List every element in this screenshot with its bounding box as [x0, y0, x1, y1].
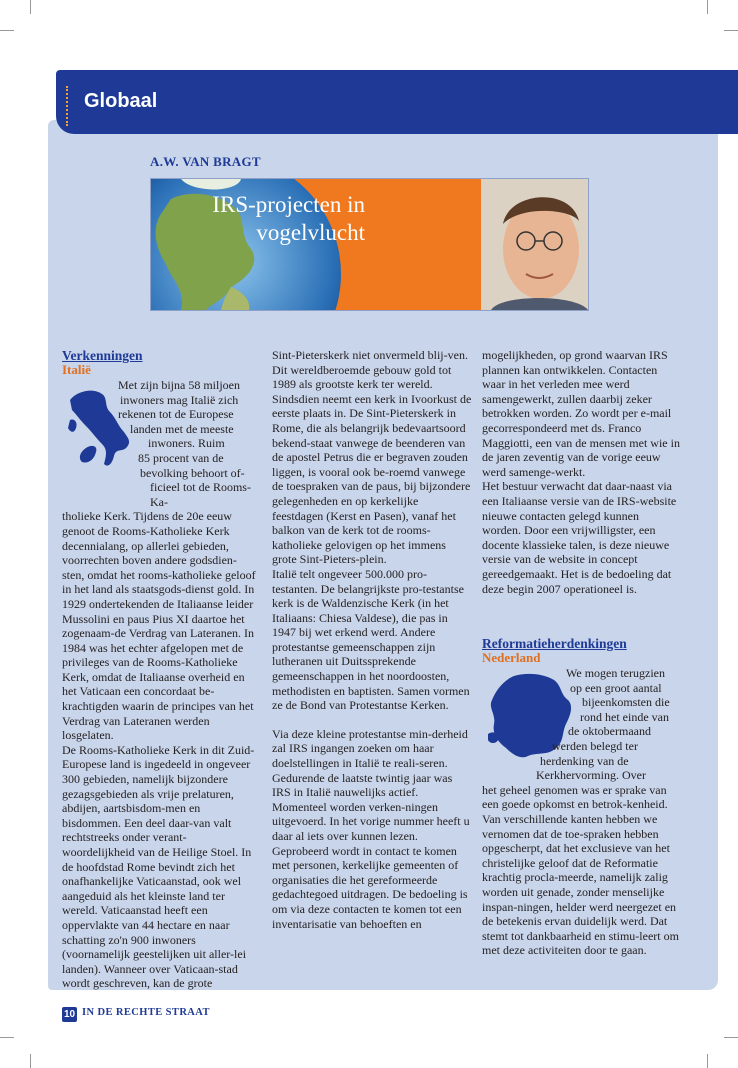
page-number: 10 [63, 1009, 76, 1020]
intro-line: ficieel tot de Rooms-Ka- [150, 480, 251, 509]
section-heading-reformatieherdenkingen: Reformatieherdenkingen [482, 636, 627, 651]
intro-line: Met zijn bijna 58 miljoen [118, 378, 240, 392]
paragraph: Italië telt ongeveer 500.000 pro-testanten. De belangrijkste pro-testantse kerk is de Waldenzische Kerk (in het Italiaans: Chiesa Valdese), die pas in 1947 bij wet erkend werd. Andere protestantse gemeenschappen zijn lutheranen uit Duitssprekende gemeenschappen in het noordoosten, methodisten en baptisten. Samen vormen ze de Bond van Protestantse Kerken. [272, 566, 470, 713]
banner-orange-field [151, 179, 481, 310]
portrait-photo [481, 179, 588, 310]
portrait-illustration [481, 179, 588, 310]
paragraph: Via deze kleine protestantse min-derheid zal IRS ingangen zoeken om haar doelstellingen in Italië te reali-seren. Gedurende de laatste twintig jaar was IRS in Italië nauwelijks actief. Momenteel worden verken-ningen uitgevoerd. In het vorige nummer heeft u daar al iets over kunnen lezen. Geprobeerd wordt in contact te komen met personen, kerkelijke gemeenten of organisaties die het gereformeerde gedachtegoed uitdragen. De bedoeling is om via deze contacten te komen tot een inventarisatie van behoeften en [272, 726, 470, 931]
crop-mark [0, 30, 14, 31]
intro-line: werden belegd ter [552, 738, 638, 753]
intro-line: inwoners. Ruim [148, 436, 225, 451]
intro-line: bijeenkomsten die [582, 695, 670, 710]
column-3-text [482, 348, 680, 596]
crop-mark [724, 1037, 738, 1038]
section-heading-verkenningen: Verkenningen [62, 348, 143, 363]
crop-mark [707, 1054, 708, 1068]
column-3-text-2 [482, 666, 680, 958]
intro-line: op een groot aantal [570, 680, 662, 695]
section-title: Globaal [84, 90, 158, 112]
paragraph: Sint-Pieterskerk niet onvermeld blij-ven. Dit wereldberoemde gebouw gold tot 1989 als grootste kerk ter wereld. Sindsdien neemt een kerk in Ivoorkust de eerste plaats in. De Sint-Pieterskerk in Rome, die als belangrijk bedevaartsoord bekend-staat vanwege de beenderen van de apostel Petrus die er begraven zouden liggen, is vooral ook be-roemd vanwege de toespraken van de paus, bij bijzondere gelegenheden en op kerkelijke feestdagen (Kerst en Pasen), vanaf het balkon van de kerk tot de rooms-katholieke gelovigen op het immens grote Sint-Pieters-plein. [272, 348, 472, 567]
crop-mark [707, 0, 708, 14]
intro-line: de oktobermaand [568, 724, 651, 739]
column-1-text [62, 378, 258, 991]
banner-title-line2: vogelvlucht [256, 220, 365, 245]
section-subheading-italie: Italië [62, 362, 91, 377]
intro-line: 85 procent van de [138, 450, 224, 465]
intro-line: rond het einde van [580, 709, 669, 724]
crop-mark [30, 1054, 31, 1068]
intro-line: We mogen terugzien [566, 666, 665, 680]
intro-line: landen met de meeste [130, 421, 234, 436]
header-band [56, 70, 738, 134]
paragraph: mogelijkheden, op grond waarvan IRS plannen kan ontwikkelen. Contacten waar in het verleden mee werd samengewerkt, zullen daarbij zeker betrokken worden. Zo wordt per e-mail gecorrespondeerd met ds. Franco Maggiotti, een van de mensen met wie in de jaren zeventig van de vorige eeuw werd samenge-werkt. [482, 348, 680, 479]
crop-mark [724, 30, 738, 31]
intro-line: bevolking behoort of- [140, 465, 245, 480]
intro-line: inwoners mag Italië zich [120, 392, 239, 407]
header-dots [66, 86, 68, 126]
crop-mark [0, 1037, 14, 1038]
crop-mark [30, 0, 31, 14]
section-subheading-nederland: Nederland [482, 650, 541, 665]
paragraph: het geheel genomen was er sprake van een goede opkomst en betrok-kenheid. Van verschillende kanten hebben we vernomen dat de toe-spraken hebben opgescherpt, dat het exclusieve van het christelijke geloof dat de Reformatie krachtig procla-meerde, namelijk zalig worden uit genade, zonder menselijke inspan-ningen, helder werd neergezet en de betekenis ervan duidelijk werd. Dat stemt tot dankbaarheid en stimu-leert om met deze activiteiten door te gaan. [482, 782, 679, 958]
paragraph: Het bestuur verwacht dat daar-naast via een Italiaanse versie van de IRS-website nieuwe contacten gelegd kunnen worden. Door een vrijwilligster, een docente klassieke talen, is deze nieuwe versie van de website in concept gereedgemaakt. Het is de bedoeling dat deze begin 2007 operationeel is. [482, 479, 677, 596]
article-author: A.W. VAN BRAGT [150, 154, 261, 169]
magazine-name: IN DE RECHTE STRAAT [82, 1007, 210, 1018]
article-banner [150, 178, 589, 311]
paragraph: De Rooms-Katholieke Kerk in dit Zuid-Europese land is ingedeeld in ongeveer 300 gebieden, namelijk bijzondere gezagsgebieden als vrije prelaturen, abdijen, aartsbisdom-men en bisdommen. Een deel daar-van valt rechtstreeks onder verant-woordelijkheid van de Heilige Stoel. In de hoofdstad Rome bevindt zich het onafhankelijke Vaticaanstad, ook wel aangeduid als het kleinste land ter wereld. Vaticaanstad heeft een oppervlakte van 44 hectare en naar schatting zo'n 900 inwoners (voornamelijk geestelijken uit aller-lei landen). Wanneer over Vaticaan-stad wordt geschreven, kan de grote [62, 742, 255, 991]
paragraph: tholieke Kerk. Tijdens de 20e eeuw genoot de Rooms-Katholieke Kerk decennialang, op allerlei gebieden, voorrechten boven andere godsdien-sten, omdat het rooms-katholieke geloof in het land als staatsgods-dienst gold. In 1929 ondertekenden de Italiaanse leider Mussolini en paus Pius XI daartoe het zogenaam-de Verdrag van Lateranen. In 1984 was het echter afgelopen met de privileges van de Rooms-Katholieke Kerk, omdat de Italiaanse overheid en het Vaticaan een concordaat be-krachtigden waarin de principes van het Verdrag van Lateranen werden losgelaten. [62, 509, 256, 743]
intro-line: rekenen tot de Europese [118, 407, 234, 422]
column-2-text [272, 348, 472, 931]
intro-line: Kerkhervorming. Over [536, 768, 646, 783]
banner-title [212, 191, 365, 247]
banner-title-line1: IRS-projecten in [212, 192, 365, 217]
intro-line: herdenking van de [540, 753, 629, 768]
